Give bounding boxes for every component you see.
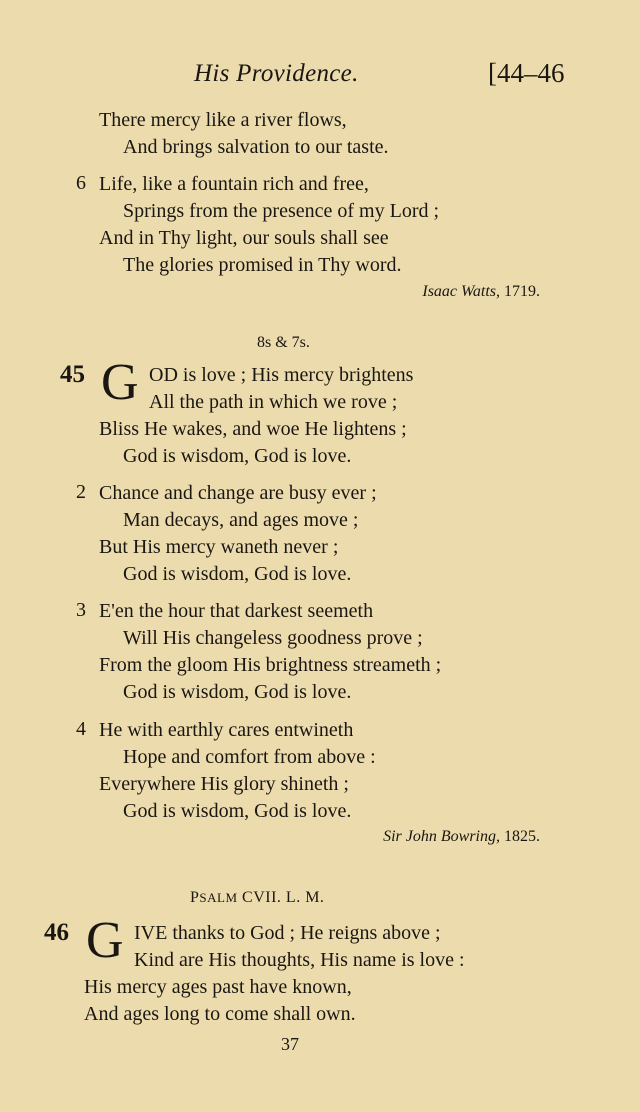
psalm-word: SALM [199, 890, 238, 905]
stanza-number: 4 [76, 718, 86, 740]
drop-cap: G [101, 354, 139, 411]
psalm-meta: CVII. L. M. [242, 889, 325, 906]
verse-line: Bliss He wakes, and woe He lightens ; [99, 418, 407, 440]
verse-line: He with earthly cares entwineth [99, 719, 354, 741]
verse-line: And in Thy light, our souls shall see [99, 227, 389, 249]
verse-line: His mercy ages past have known, [84, 976, 352, 998]
verse-line: Chance and change are busy ever ; [99, 482, 377, 504]
verse-line: All the path in which we rove ; [149, 391, 398, 413]
verse-line: God is wisdom, God is love. [123, 445, 352, 467]
psalm-initial: P [190, 889, 200, 906]
stanza-number: 2 [76, 481, 86, 503]
page-number: 37 [281, 1034, 299, 1054]
verse-line: There mercy like a river flows, [99, 109, 347, 131]
running-title: His Providence. [194, 60, 359, 87]
verse-line: Everywhere His glory shineth ; [99, 773, 349, 795]
verse-line: God is wisdom, God is love. [123, 800, 352, 822]
verse-line: God is wisdom, God is love. [123, 681, 352, 703]
verse-line: And ages long to come shall own. [84, 1003, 356, 1025]
author-attribution [383, 828, 540, 846]
psalm-heading [190, 889, 324, 907]
verse-line: And brings salvation to our taste. [123, 136, 389, 158]
verse-line: Kind are His thoughts, His name is love : [134, 949, 465, 971]
verse-line: OD is love ; His mercy brightens [149, 364, 414, 386]
stanza-number: 6 [76, 172, 86, 194]
verse-line: IVE thanks to God ; He reigns above ; [134, 922, 441, 944]
verse-line: Man decays, and ages move ; [123, 509, 359, 531]
verse-line: From the gloom His brightness streameth ; [99, 654, 442, 676]
verse-line: Hope and comfort from above : [123, 746, 376, 768]
hymn-range: [44–46 [488, 58, 565, 88]
verse-line: Life, like a fountain rich and free, [99, 173, 369, 195]
verse-line: Will His changeless goodness prove ; [123, 627, 423, 649]
author-name: Sir John Bowring, [383, 828, 500, 845]
stanza-number: 3 [76, 599, 86, 621]
verse-line: But His mercy waneth never ; [99, 536, 339, 558]
verse-line: God is wisdom, God is love. [123, 563, 352, 585]
author-name: Isaac Watts, [422, 283, 500, 300]
drop-cap: G [86, 912, 124, 969]
author-attribution [422, 283, 540, 301]
verse-line: Springs from the presence of my Lord ; [123, 200, 440, 222]
verse-line: The glories promised in Thy word. [123, 254, 402, 276]
hymn-number: 45 [60, 361, 85, 388]
verse-line: E'en the hour that darkest seemeth [99, 600, 374, 622]
hymn-number: 46 [44, 919, 69, 946]
meter-label: 8s & 7s. [257, 334, 310, 351]
author-year: 1719. [504, 283, 540, 300]
author-year: 1825. [504, 828, 540, 845]
